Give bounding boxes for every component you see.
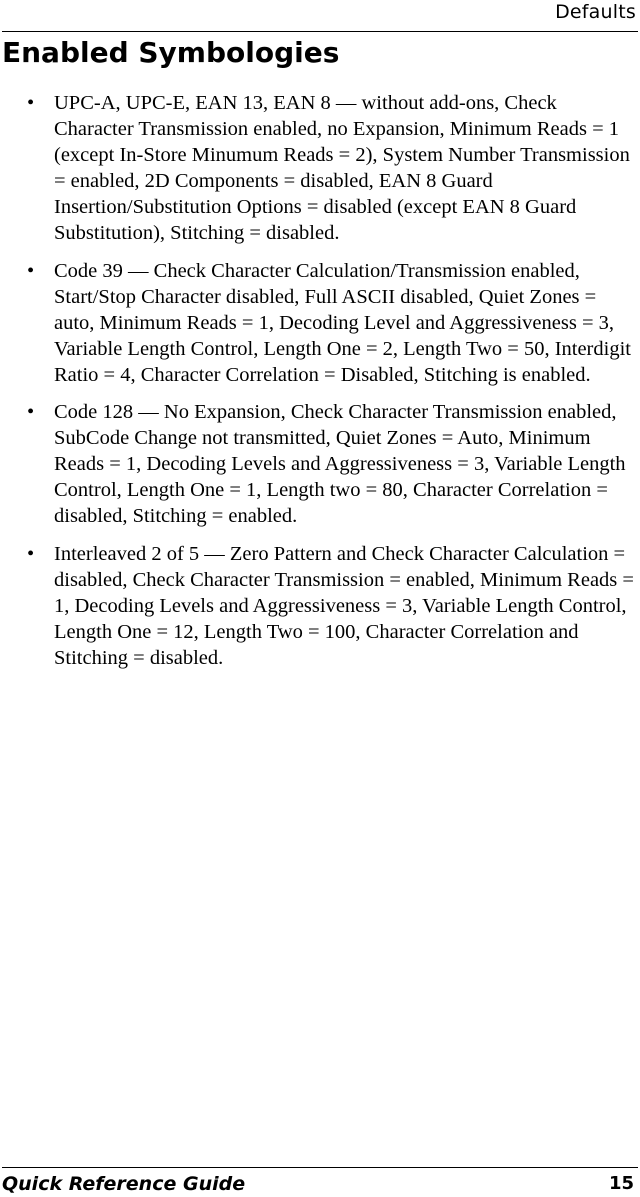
list-item-text: UPC-A, UPC-E, EAN 13, EAN 8 — without add-ons, Check Character Transmission enabled, no Expansion, Minimum Reads = 1 (except In-Store Minumum Reads = 2), System Number Transmission = enabled, 2D Components = disabled, EAN 8 Guard Insertion/Substitution Options = disabled (except EAN 8 Guard Substitution), Stitching = disabled.	[54, 92, 630, 245]
bullet-icon: •	[27, 401, 35, 424]
list-item-text: Interleaved 2 of 5 — Zero Pattern and Check Character Calculation = disabled, Check Character Transmission = enabled, Minimum Reads = 1, Decoding Levels and Aggressiveness = 3, Variable Length Control, Length One = 12, Length Two = 100, Character Correlation and Stitching = disabled.	[54, 542, 634, 669]
header-rule	[2, 31, 638, 32]
footer-rule	[2, 1167, 638, 1168]
bullet-icon: •	[27, 259, 35, 282]
list-item-code39	[0, 258, 640, 388]
list-item-interleaved-2of5	[0, 541, 640, 671]
page-number: 15	[608, 1173, 634, 1194]
footer-guide-title: Quick Reference Guide	[2, 1173, 246, 1195]
bullet-icon: •	[27, 92, 35, 114]
running-header: Defaults	[555, 1, 636, 23]
list-item-text: Code 128 — No Expansion, Check Character Transmission enabled, SubCode Change not transmitted, Quiet Zones = Auto, Minimum Reads = 1, Decoding Levels and Aggressiveness = 3, Variable Length Control, Length One = 1, Length two = 80, Character Correlation = disabled, Stitching = enabled.	[54, 401, 626, 528]
list-item-code128	[0, 399, 640, 529]
list-item-text: Code 39 — Check Character Calculation/Transmission enabled, Start/Stop Character disabled, Full ASCII disabled, Quiet Zones = auto, Minimum Reads = 1, Decoding Level and Aggressiveness = 3, Variable Length Control, Length One = 2, Length Two = 50, Interdigit Ratio = 4, Character Correlation = Disabled, Stitching is enabled.	[54, 259, 631, 386]
section-title: Enabled Symbologies	[2, 36, 340, 69]
bullet-icon: •	[27, 542, 35, 565]
list-item-upc-ean	[0, 90, 640, 247]
symbology-list	[0, 90, 640, 682]
